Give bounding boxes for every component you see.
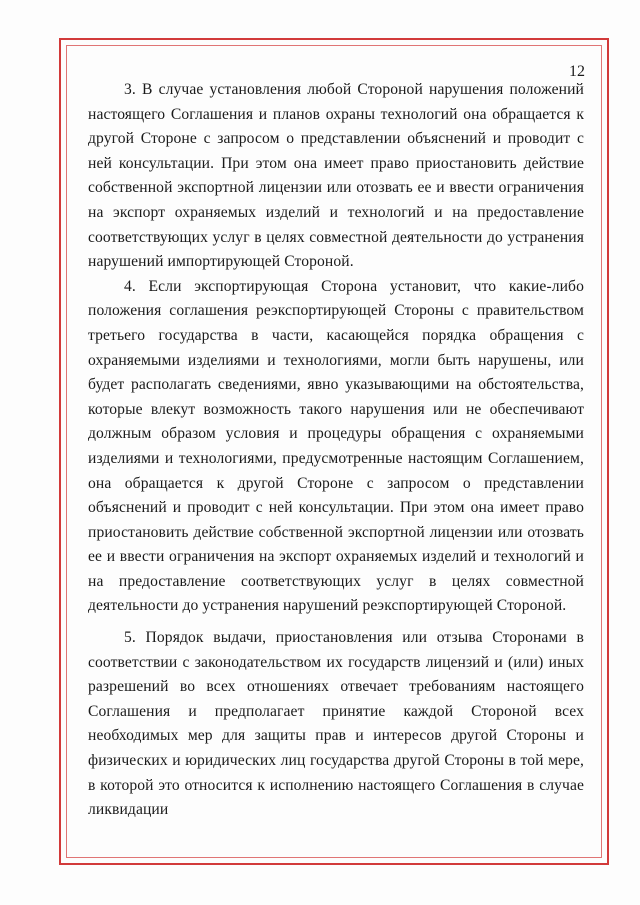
paragraph-3: 3. В случае установления любой Стороной нарушения положений настоящего Соглашения и планов охраны технологий она обращается к другой Стороне с запросом о представлении объяснений и проводит с ней консультации. При этом она имеет право приостановить действие собственной экспортной лицензии или отозвать ее и ввести ограничения на экспорт охраняемых изделий и технологий и на предоставление соответствующих услуг в целях совместной деятельности до устранения нарушений импортирующей Стороной. bbox=[88, 81, 584, 271]
paragraph-5: 5. Порядок выдачи, приостановления или отзыва Сторонами в соответствии с законодательством их государств лицензий и (или) иных разрешений во всех отношениях отвечает требованиям настоящего Соглашения и предполагает принятие каждой Стороной всех необходимых мер для защиты прав и интересов другой Стороны и физических и юридических лиц государства другой Стороны в той мере, в которой это относится к исполнению настоящего Соглашения в случае ликвидации bbox=[88, 629, 584, 819]
page-number: 12 bbox=[569, 63, 585, 80]
body-text bbox=[88, 78, 584, 823]
paragraph-4: 4. Если экспортирующая Сторона установит, что какие-либо положения соглашения реэкспортирующей Стороны с правительством третьего государства в части, касающейся порядка обращения с охраняемыми изделиями и технологиями, могли быть нарушены, или будет располагать сведениями, явно указывающими на обстоятельства, которые влекут возможность такого нарушения или не обеспечивают должным образом условия и процедуры обращения с охраняемыми изделиями и технологиями, предусмотренные настоящим Соглашением, она обращается к другой Стороне с запросом о представлении объяснений и проводит с ней консультации. При этом она имеет право приостановить действие собственной экспортной лицензии или отозвать ее и ввести ограничения на экспорт охраняемых изделий и технологий и на предоставление соответствующих услуг в целях совместной деятельности до устранения нарушений реэкспортирующей Стороной. bbox=[88, 277, 584, 615]
